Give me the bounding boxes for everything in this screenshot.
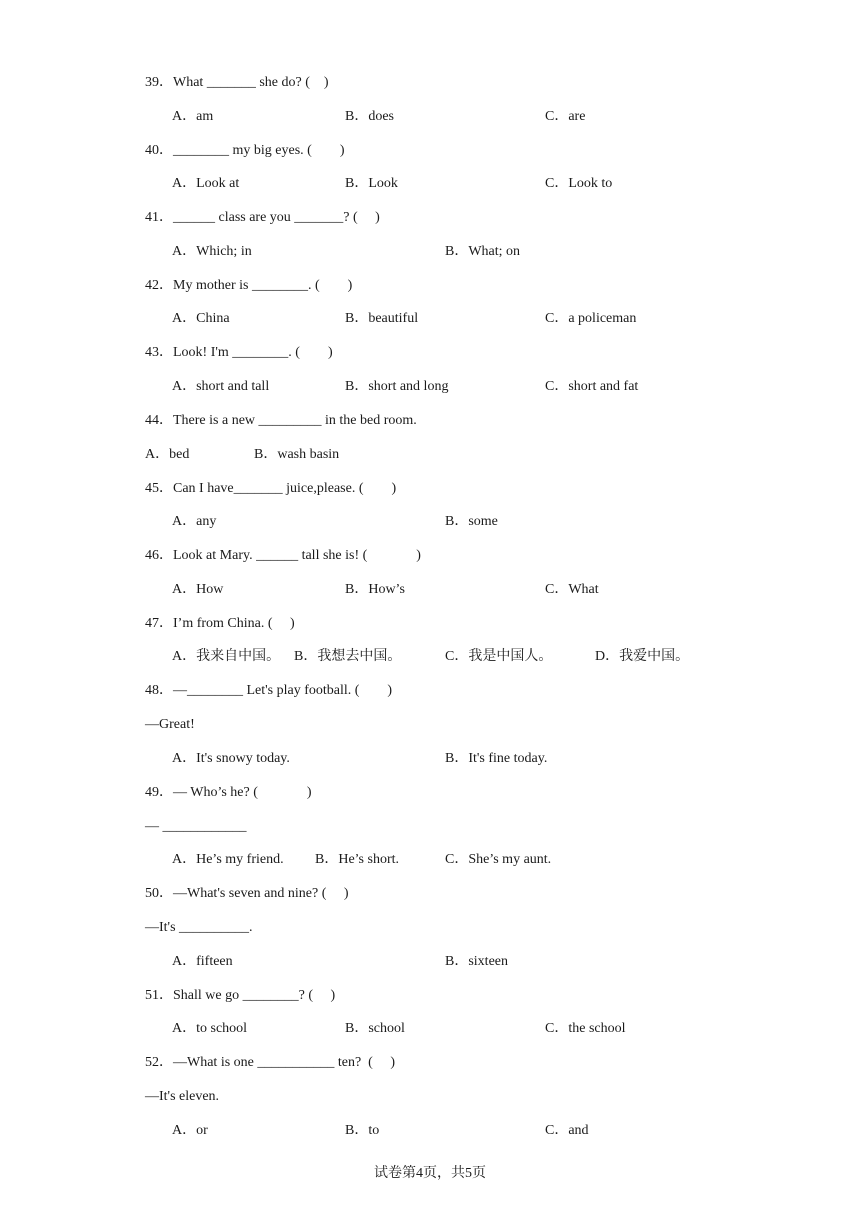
option-42-c: C．a policeman <box>545 311 637 326</box>
option-41-b: B．What; on <box>445 244 521 259</box>
option-50-a: A．fifteen <box>172 954 233 969</box>
option-47-a: A．我来自中国。 <box>172 649 281 664</box>
option-39-a: A．am <box>172 109 214 124</box>
question-44: 44．There is a new _________ in the bed room. <box>145 413 417 428</box>
question-51: 51．Shall we go ________? ( ) <box>145 988 336 1003</box>
option-42-b: B．beautiful <box>345 311 419 326</box>
option-40-b: B．Look <box>345 176 398 191</box>
question-49: 49．— Who’s he? ( ) <box>145 785 312 800</box>
option-52-c: C．and <box>545 1123 589 1138</box>
option-40-c: C．Look to <box>545 176 613 191</box>
question-52: 52．—What is one ___________ ten? ( ) <box>145 1055 396 1070</box>
option-49-a: A．He’s my friend. <box>172 852 284 867</box>
option-43-b: B．short and long <box>345 379 449 394</box>
option-51-a: A．to school <box>172 1021 248 1036</box>
question-48: 48．—________ Let's play football. ( ) <box>145 683 393 698</box>
option-47-b: B．我想去中国。 <box>294 649 402 664</box>
question-46: 46．Look at Mary. ______ tall she is! ( ) <box>145 548 421 563</box>
option-50-b: B．sixteen <box>445 954 508 969</box>
question-45: 45．Can I have_______ juice,please. ( ) <box>145 481 397 496</box>
option-49-c: C．She’s my aunt. <box>445 852 552 867</box>
question-47: 47．I’m from China. ( ) <box>145 616 295 631</box>
option-39-b: B．does <box>345 109 394 124</box>
option-40-a: A．Look at <box>172 176 240 191</box>
question-42: 42．My mother is ________. ( ) <box>145 278 353 293</box>
option-44-b: B．wash basin <box>254 447 340 462</box>
option-47-c: C．我是中国人。 <box>445 649 553 664</box>
option-48-a: A．It's snowy today. <box>172 751 290 766</box>
option-46-a: A．How <box>172 582 224 597</box>
option-41-a: A．Which; in <box>172 244 252 259</box>
option-39-c: C．are <box>545 109 586 124</box>
option-45-b: B．some <box>445 514 498 529</box>
option-46-b: B．How’s <box>345 582 405 597</box>
page-footer: 试卷第4页，共5页 <box>374 1166 486 1181</box>
option-48-b: B．It's fine today. <box>445 751 548 766</box>
question-40: 40．________ my big eyes. ( ) <box>145 143 345 158</box>
option-51-b: B．school <box>345 1021 405 1036</box>
option-46-c: C．What <box>545 582 599 597</box>
reply-52: —It's eleven. <box>145 1089 220 1104</box>
option-51-c: C．the school <box>545 1021 626 1036</box>
question-50: 50．—What's seven and nine? ( ) <box>145 886 349 901</box>
reply-50: —It's __________. <box>145 920 253 935</box>
option-52-a: A．or <box>172 1123 208 1138</box>
option-43-c: C．short and fat <box>545 379 639 394</box>
reply-48: —Great! <box>145 717 195 732</box>
reply-49: — ____________ <box>145 819 247 834</box>
option-43-a: A．short and tall <box>172 379 270 394</box>
question-43: 43．Look! I'm ________. ( ) <box>145 345 333 360</box>
option-44-a: A．bed <box>145 447 190 462</box>
question-41: 41．______ class are you _______? ( ) <box>145 210 380 225</box>
option-49-b: B．He’s short. <box>315 852 399 867</box>
option-52-b: B．to <box>345 1123 380 1138</box>
question-39: 39．What _______ she do? ( ) <box>145 75 329 90</box>
option-42-a: A．China <box>172 311 230 326</box>
option-45-a: A．any <box>172 514 217 529</box>
option-47-d: D．我爱中国。 <box>595 649 690 664</box>
